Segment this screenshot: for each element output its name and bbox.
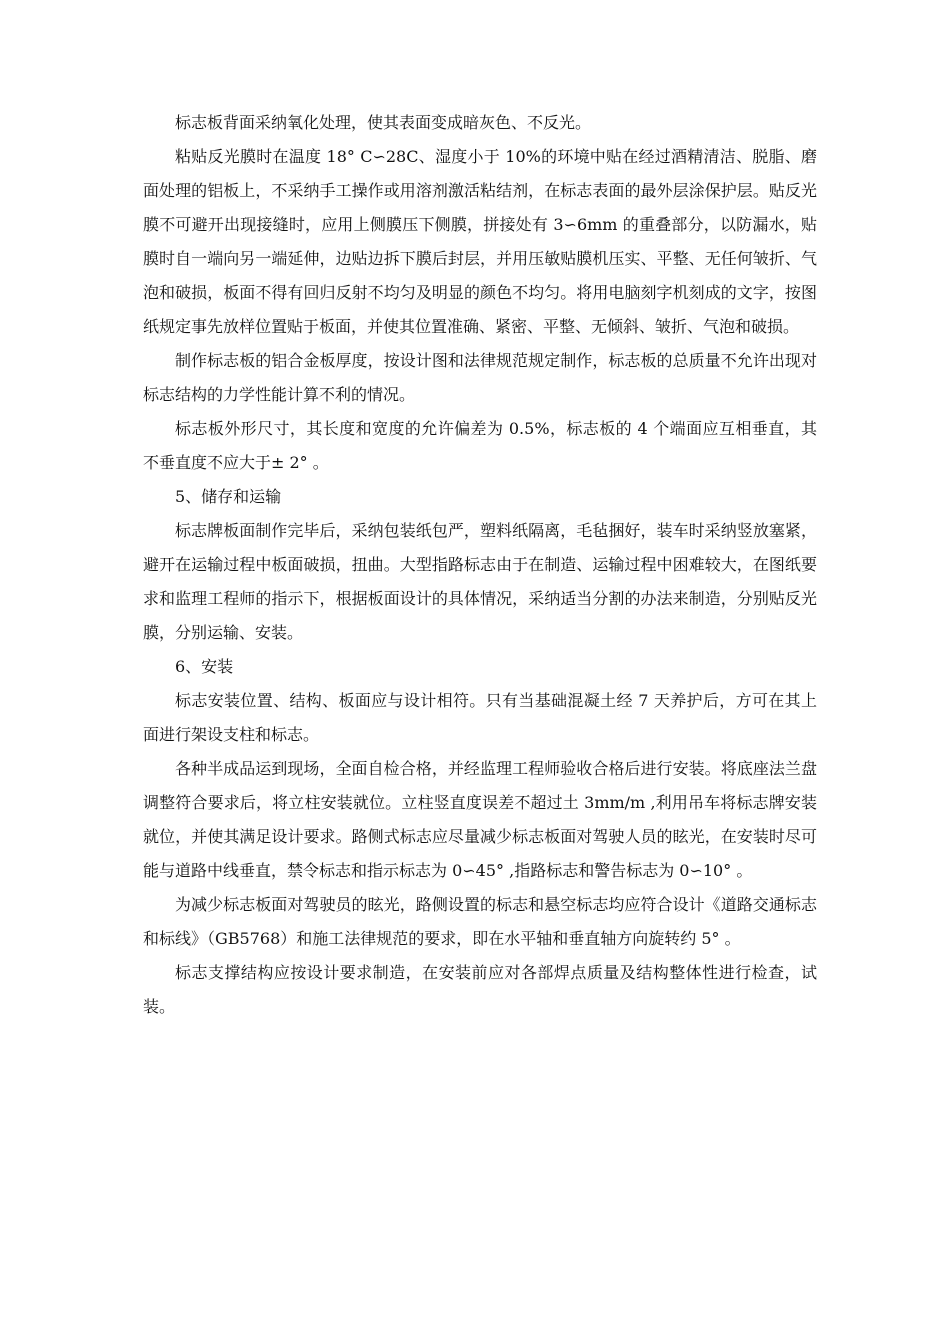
paragraph-reflective-film: 粘贴反光膜时在温度 18° C∽28C、湿度小于 10%的环境中贴在经过酒精清洁、脱脂、磨面处理的铝板上，不采纳手工操作或用溶剂激活粘结剂，在标志表面的最外层涂保护层。贴反光膜不可避开出现接缝时，应用上侧膜压下侧膜，拼接处有 3∽6mm 的重叠部分，以防漏水，贴膜时自一端向另一端延伸，边贴边拆下膜后封层，并用压敏贴膜机压实、平整、无任何皱折、气泡和破损，板面不得有回归反射不均匀及明显的颜色不均匀。将用电脑刻字机刻成的文字，按图纸规定事先放样位置贴于板面，并使其位置准确、紧密、平整、无倾斜、皱折、气泡和破损。 [143, 147, 817, 336]
paragraph-glare-reduction: 为减少标志板面对驾驶员的眩光，路侧设置的标志和悬空标志均应符合设计《道路交通标志和标线》（GB5768）和施工法律规范的要求，即在水平轴和垂直轴方向旋转约 5° 。 [143, 895, 817, 948]
paragraph-aluminum-thickness: 制作标志板的铝合金板厚度，按设计图和法律规范规定制作，标志板的总质量不允许出现对标志结构的力学性能计算不利的情况。 [143, 351, 817, 404]
paragraph-support-structure: 标志支撑结构应按设计要求制造，在安装前应对各部焊点质量及结构整体性进行检查，试装。 [143, 963, 817, 1016]
paragraph-storage: 标志牌板面制作完毕后，采纳包装纸包严，塑料纸隔离，毛毡捆好，装车时采纳竖放塞紧，避开在运输过程中板面破损，扭曲。大型指路标志由于在制造、运输过程中困难较大，在图纸要求和监理工程师的指示下，根据板面设计的具体情况，采纳适当分割的办法来制造，分别贴反光膜，分别运输、安装。 [143, 521, 817, 642]
section-heading-storage: 5、储存和运输 [175, 487, 282, 506]
paragraph-install-procedure: 各种半成品运到现场，全面自检合格，并经监理工程师验收合格后进行安装。将底座法兰盘调整符合要求后，将立柱安装就位。立柱竖直度误差不超过土 3mm/m ,利用吊车将标志牌安装就位，并使其满足设计要求。路侧式标志应尽量减少标志板面对驾驶人员的眩光，在安装时尽可能与道路中线垂直，禁令标志和指示标志为 0∽45° ,指路标志和警告标志为 0∽10° 。 [143, 759, 817, 880]
paragraph-dimensions: 标志板外形尺寸，其长度和宽度的允许偏差为 0.5%，标志板的 4 个端面应互相垂直，其不垂直度不应大于± 2° 。 [143, 419, 817, 472]
section-heading-installation: 6、安装 [175, 657, 234, 676]
document-body [143, 106, 817, 1024]
paragraph-back-treatment: 标志板背面采纳氧化处理，使其表面变成暗灰色、不反光。 [175, 113, 592, 132]
paragraph-install-position: 标志安装位置、结构、板面应与设计相符。只有当基础混凝土经 7 天养护后，方可在其上面进行架设支柱和标志。 [143, 691, 817, 744]
